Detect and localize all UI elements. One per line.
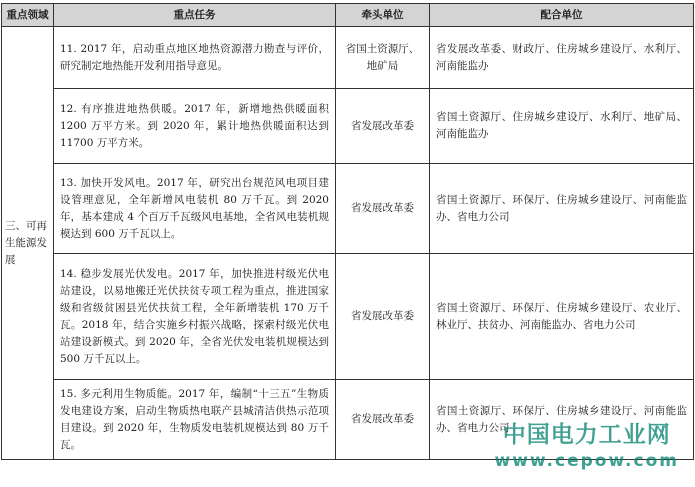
- table-row: [2, 27, 694, 89]
- lead-cell: 省发展改革委: [336, 89, 430, 164]
- partners-cell: 省国土资源厅、环保厅、住房城乡建设厅、河南能监办、省电力公司: [430, 164, 694, 254]
- partners-cell: 省国土资源厅、住房城乡建设厅、水利厅、地矿局、河南能监办: [430, 89, 694, 164]
- header-task: 重点任务: [54, 4, 336, 27]
- lead-cell: 省国土资源厅、地矿局: [336, 27, 430, 89]
- lead-cell: 省发展改革委: [336, 164, 430, 254]
- partners-cell: 省国土资源厅、环保厅、住房城乡建设厅、河南能监办、省电力公司: [430, 380, 694, 460]
- task-cell: 14. 稳步发展光伏发电。2017 年，加快推进村级光伏电站建设，以易地搬迁光伏扶贫专项工程为重点，推进国家级和省级贫困县光伏扶贫工程，全年新增装机 170 万千瓦。2018 年，结合实施乡村振兴战略，探索村级光伏电站建设新模式。到 2020 年，全省光伏发电装机规模达到 500 万千瓦以上。: [54, 254, 336, 380]
- task-cell: 11. 2017 年，启动重点地区地热资源潜力勘查与评价，研究制定地热能开发利用指导意见。: [54, 27, 336, 89]
- watermark-site-name: 中国电力工业网: [502, 422, 671, 448]
- watermark-url: www.cepow.com: [494, 451, 679, 471]
- header-partners: 配合单位: [430, 4, 694, 27]
- table-row: [2, 380, 694, 460]
- partners-cell: 省发展改革委、财政厅、住房城乡建设厅、水利厅、河南能监办: [430, 27, 694, 89]
- table-header-row: [2, 4, 694, 27]
- table-row: [2, 164, 694, 254]
- task-cell: 13. 加快开发风电。2017 年，研究出台规范风电项目建设管理意见，全年新增风电装机 80 万千瓦。到 2020 年，基本建成 4 个百万千瓦级风电基地，全省风电装机规模达到 600 万千瓦以上。: [54, 164, 336, 254]
- task-cell: 15. 多元利用生物质能。2017 年，编制“十三五”生物质发电建设方案，启动生物质热电联产县城清洁供热示范项目建设。到 2020 年，生物质发电装机规模达到 80 万千瓦。: [54, 380, 336, 460]
- header-area: 重点领域: [2, 4, 54, 27]
- lead-cell: 省发展改革委: [336, 254, 430, 380]
- lead-cell: 省发展改革委: [336, 380, 430, 460]
- partners-cell: 省国土资源厅、环保厅、住房城乡建设厅、农业厅、林业厅、扶贫办、河南能监办、省电力公司: [430, 254, 694, 380]
- table-row: [2, 89, 694, 164]
- table-row: [2, 254, 694, 380]
- header-lead: 牵头单位: [336, 4, 430, 27]
- task-cell: 12. 有序推进地热供暖。2017 年，新增地热供暖面积1200 万平方米。到 2020 年，累计地热供暖面积达到11700 万平方米。: [54, 89, 336, 164]
- task-table: [1, 3, 694, 460]
- area-cell: 三、可再生能源发展: [2, 27, 54, 460]
